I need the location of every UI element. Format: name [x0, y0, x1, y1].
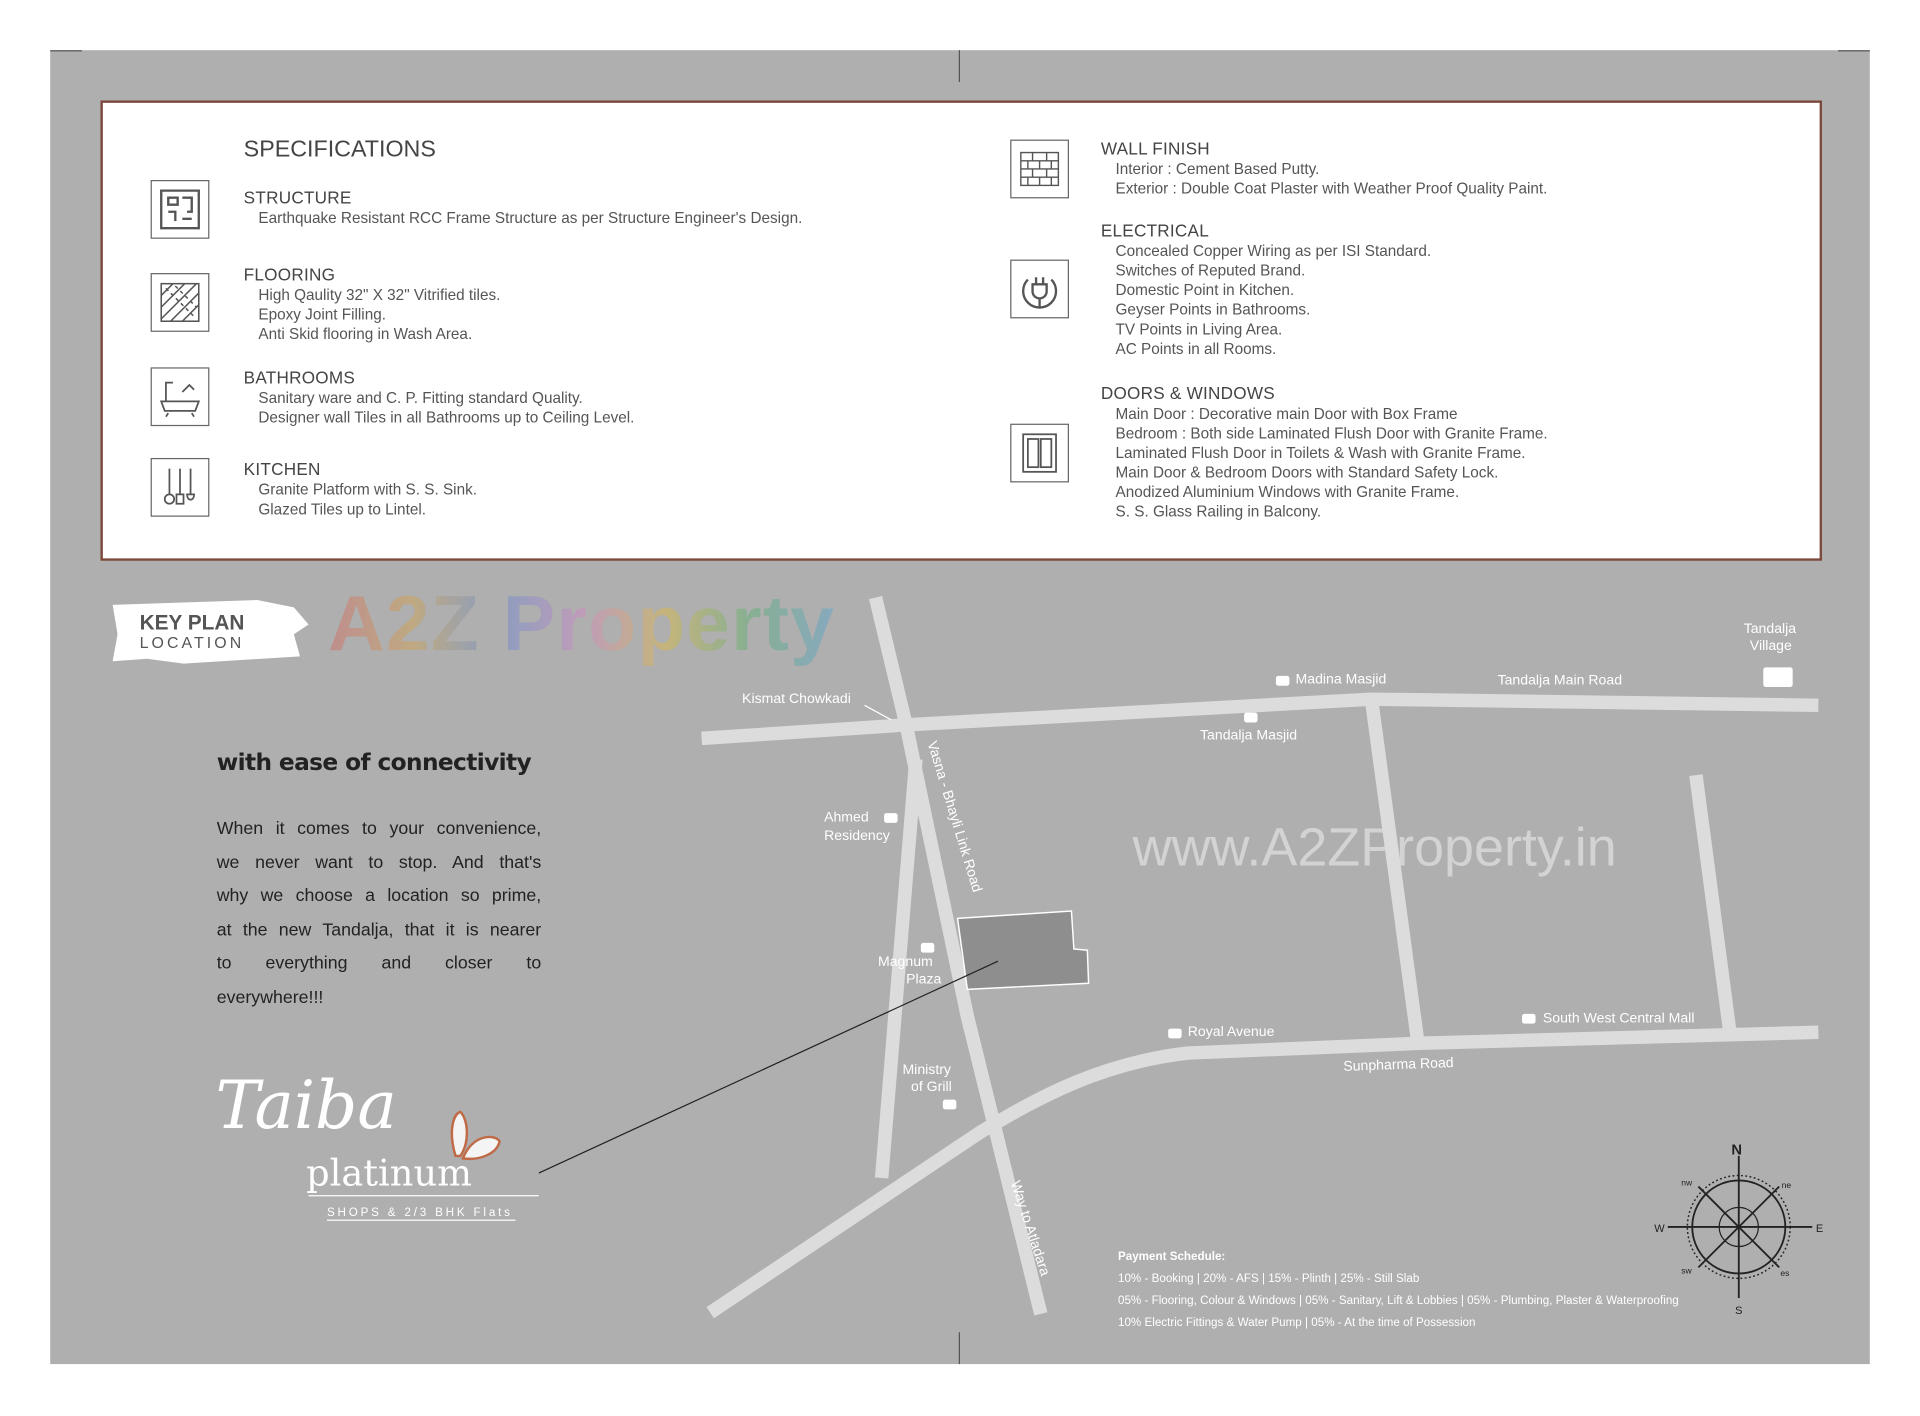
label-ahmed-residency: Ahmed	[824, 810, 869, 826]
compass-e: E	[1815, 1222, 1824, 1235]
spec-line: Switches of Reputed Brand.	[1115, 262, 1306, 280]
brand-name: Taiba	[215, 1066, 397, 1144]
marker-madina-masjid	[1276, 676, 1289, 686]
spec-line: Domestic Point in Kitchen.	[1115, 281, 1295, 299]
spec-line: Granite Platform with S. S. Sink.	[258, 481, 478, 499]
brand-sub: platinum	[306, 1152, 472, 1196]
spec-line: Bedroom : Both side Laminated Flush Door with Granite Frame.	[1115, 424, 1548, 443]
spec-line: High Qaulity 32" X 32" Vitrified tiles.	[258, 286, 501, 304]
spec-line: Main Door : Decorative main Door with Box Frame	[1115, 405, 1458, 423]
spec-heading: ELECTRICAL	[1100, 220, 1210, 241]
keyplan-subtitle: LOCATION	[139, 633, 245, 652]
marker-south-west-central-mall	[1522, 1014, 1535, 1024]
label-kismat-chowkadi: Kismat Chowkadi	[742, 691, 851, 707]
label-magnum-plaza-2: Plaza	[906, 972, 942, 987]
label-sunpharma-road: Sunpharma Road	[1343, 1056, 1454, 1075]
keyplan-title: KEY PLAN	[139, 611, 245, 635]
spec-line: Earthquake Resistant RCC Frame Structure as per Structure Engineer's Design.	[258, 209, 803, 227]
connectivity-line: everywhere!!!	[216, 987, 324, 1008]
spec-line: Concealed Copper Wiring as per ISI Standard.	[1115, 242, 1432, 260]
spec-line: Epoxy Joint Filling.	[258, 306, 386, 324]
compass-nw: nw	[1681, 1177, 1693, 1188]
compass-sw: sw	[1681, 1265, 1692, 1276]
connectivity-line: to everything and closer to	[216, 953, 542, 974]
label-tandalja-village: Tandalja	[1743, 622, 1797, 637]
road-vertical-east	[1696, 775, 1730, 1035]
spec-heading: STRUCTURE	[243, 187, 352, 207]
compass-s: S	[1735, 1304, 1743, 1317]
compass-w: W	[1654, 1222, 1665, 1235]
compass-n: N	[1731, 1142, 1743, 1159]
marker-magnum-plaza	[921, 943, 934, 953]
label-tandalja-main-road: Tandalja Main Road	[1497, 673, 1623, 689]
payment-title: Payment Schedule:	[1117, 1250, 1226, 1264]
spec-line: Sanitary ware and C. P. Fitting standard Quality.	[258, 389, 583, 407]
spec-line: Exterior : Double Coat Plaster with Weather Proof Quality Paint.	[1115, 180, 1548, 198]
payment-schedule	[1118, 1247, 1679, 1335]
spec-line: Glazed Tiles up to Lintel.	[258, 500, 426, 518]
marker-tandalja-village	[1763, 667, 1792, 687]
spec-line: Laminated Flush Door in Toilets & Wash with Granite Frame.	[1115, 444, 1526, 462]
connectivity-line: at the new Tandalja, that it is nearer	[216, 920, 542, 940]
compass-ne: ne	[1781, 1179, 1792, 1190]
specifications-title: SPECIFICATIONS	[243, 137, 436, 163]
payment-line: 10% - Booking | 20% - AFS | 15% - Plinth | 25% - Still Slab	[1117, 1272, 1420, 1286]
label-ministry-of-grill-2: of Grill	[911, 1080, 952, 1095]
label-tandalja-village-2: Village	[1749, 639, 1792, 654]
marker-ahmed-residency	[884, 813, 897, 823]
spec-line: AC Points in all Rooms.	[1115, 340, 1277, 358]
spec-heading: FLOORING	[243, 264, 336, 285]
connectivity-line: When it comes to your convenience,	[216, 819, 542, 839]
marker-tandalja-masjid	[1244, 713, 1257, 723]
payment-line: 05% - Flooring, Colour & Windows | 05% - Sanitary, Lift & Lobbies | 05% - Plumbing, Plaster & Waterproofing	[1117, 1294, 1679, 1308]
label-magnum-plaza: Magnum	[877, 955, 933, 970]
marker-royal-avenue	[1168, 1029, 1181, 1039]
spec-line: Interior : Cement Based Putty.	[1115, 160, 1320, 178]
spec-line: Geyser Points in Bathrooms.	[1115, 301, 1311, 319]
spec-line: S. S. Glass Railing in Balcony.	[1115, 503, 1322, 521]
spec-heading: BATHROOMS	[243, 367, 356, 387]
spec-heading: DOORS & WINDOWS	[1100, 383, 1275, 403]
spec-line: Anodized Aluminium Windows with Granite Frame.	[1115, 483, 1460, 501]
spec-heading: KITCHEN	[243, 459, 321, 479]
connectivity-heading: with ease of connectivity	[216, 749, 532, 777]
brand-tagline: SHOPS & 2/3 BHK Flats	[327, 1206, 515, 1221]
label-ministry-of-grill: Ministry	[902, 1062, 951, 1078]
label-vasna-bhayli-road: Vasna - Bhayli Link Road	[923, 739, 984, 895]
label-tandalja-masjid: Tandalja Masjid	[1200, 728, 1298, 744]
kismat-leader-line	[864, 705, 891, 720]
a2z-watermark-text: A2Z Property	[328, 579, 835, 668]
label-ahmed-residency-2: Residency	[824, 828, 890, 844]
payment-line: 10% Electric Fittings & Water Pump | 05% - At the time of Possession	[1117, 1316, 1476, 1330]
spec-heading: WALL FINISH	[1100, 138, 1210, 158]
connectivity-line: we never want to stop. And that's	[216, 852, 542, 873]
label-madina-masjid: Madina Masjid	[1295, 672, 1387, 687]
road-vertical	[1371, 699, 1418, 1043]
spec-line: Designer wall Tiles in all Bathrooms up to Ceiling Level.	[258, 408, 635, 427]
spec-line: Main Door & Bedroom Doors with Standard Safety Lock.	[1115, 464, 1499, 482]
marker-ministry-of-grill	[943, 1100, 956, 1110]
connectivity-line: why we choose a location so prime,	[216, 886, 542, 907]
compass-se: es	[1780, 1267, 1790, 1278]
label-south-west-central-mall: South West Central Mall	[1542, 1011, 1695, 1027]
project-plot	[958, 911, 1089, 989]
spec-line: TV Points in Living Area.	[1115, 320, 1283, 338]
url-watermark: www.A2ZProperty.in	[1132, 817, 1617, 878]
label-way-to-atladara: Way to Atladara	[1007, 1179, 1052, 1278]
spec-line: Anti Skid flooring in Wash Area.	[258, 325, 473, 343]
label-royal-avenue: Royal Avenue	[1187, 1024, 1275, 1040]
